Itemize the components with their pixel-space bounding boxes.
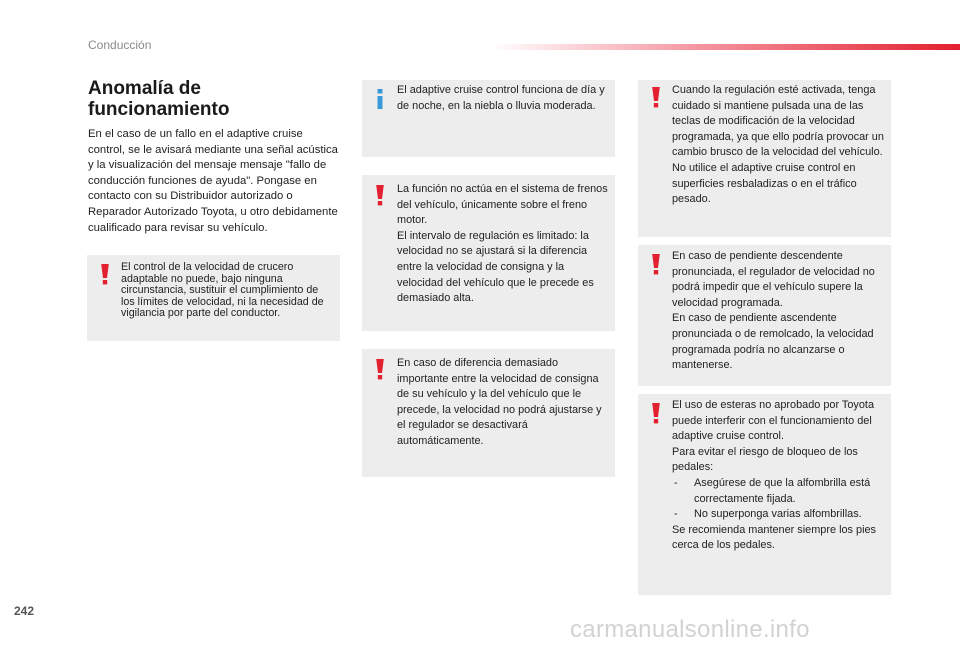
warning-box-4 [362,349,615,477]
list-item-text: No superponga varias alfombrillas. [694,508,862,521]
info-box-2-text: El adaptive cruise control funciona de día y de noche, en la niebla o lluvia moderada. [397,84,605,112]
warning-icon [374,358,386,380]
info-box-2 [362,80,615,157]
warning-box-3-paragraph-1: La función no actúa en el sistema de frenos del vehículo, únicamente sobre el freno motor. [397,183,608,227]
warning-box-7-paragraph-2: Para evitar el riesgo de bloqueo de los pedales: [672,445,858,474]
section-title: Anomalía de funcionamiento [88,78,230,120]
warning-box-1 [87,255,340,341]
warning-box-3-text [397,182,609,307]
warning-box-6-paragraph-1: En caso de pendiente descendente pronunciada, el regulador de velocidad no podrá impedir que el vehículo supere la velocidad programada. [672,250,875,309]
warning-icon [650,253,662,275]
warning-box-7-paragraph-1: El uso de esteras no aprobado por Toyota puede interferir con el funcionamiento del adaptive cruise control. [672,399,875,443]
list-item [672,507,886,523]
info-icon [374,88,386,110]
warning-box-5 [638,80,891,237]
header-accent-bar [490,44,960,50]
list-dash: - [674,476,678,489]
warning-icon [374,184,386,206]
list-item-text: Asegúrese de que la alfombrilla está correctamente fijada. [694,476,871,505]
pedal-precautions-list [672,476,886,523]
watermark: carmanualsonline.info [570,616,810,643]
list-dash: - [674,508,678,521]
section-text: En el caso de un fallo en el adaptive cruise control, se le avisará mediante una señal acústica y la visualización del mensaje mensaje "fallo de conducción funciones de ayuda". Pongase en contacto con su Distribuidor autorizado o Reparador Autorizado Toyota, u otro debidamente cualificado para revisar su vehículo. [88,128,338,234]
warning-box-7-text [672,398,886,554]
warning-box-7 [638,394,891,595]
warning-icon [650,86,662,108]
warning-icon [99,263,111,285]
warning-box-5-paragraph-1: Cuando la regulación esté activada, tenga cuidado si mantiene pulsada una de las teclas de modificación de la velocidad programada, ya que ello podría provocar un cambio brusco de la velocidad del vehículo. [672,84,884,159]
warning-box-7-paragraph-3: Se recomienda mantener siempre los pies cerca de los pedales. [672,523,876,552]
page-number: 242 [14,604,35,618]
warning-box-6-paragraph-2: En caso de pendiente ascendente pronunciada o de remolcado, la velocidad programada podría no alcanzarse o mantenerse. [672,312,874,372]
warning-icon [650,402,662,424]
header-title: Conducción [88,38,152,52]
warning-box-5-text [672,83,887,208]
warning-box-1-text: El control de la velocidad de crucero adaptable no puede, bajo ninguna circunstancia, sustituir el cumplimiento de los límites de velocidad, ni la necesidad de vigilancia por parte del conductor. [121,261,324,319]
warning-box-6-text [672,249,884,374]
list-item [672,476,886,507]
warning-box-5-paragraph-2: No utilice el adaptive cruise control en superficies resbaladizas o en el tráfico pesado. [672,161,857,206]
warning-box-4-text: En caso de diferencia demasiado importante entre la velocidad de consigna de su vehículo y la del vehículo que le precede, la velocidad no podrá ajustarse y el regulador se desactivará automáticamente. [397,357,602,447]
warning-box-3-paragraph-2: El intervalo de regulación es limitado: la velocidad no se ajustará si la diferencia entre la velocidad de consigna y la velocidad del vehículo que le precede es demasiado alta. [397,229,594,305]
warning-box-6 [638,245,891,386]
warning-box-3 [362,175,615,331]
